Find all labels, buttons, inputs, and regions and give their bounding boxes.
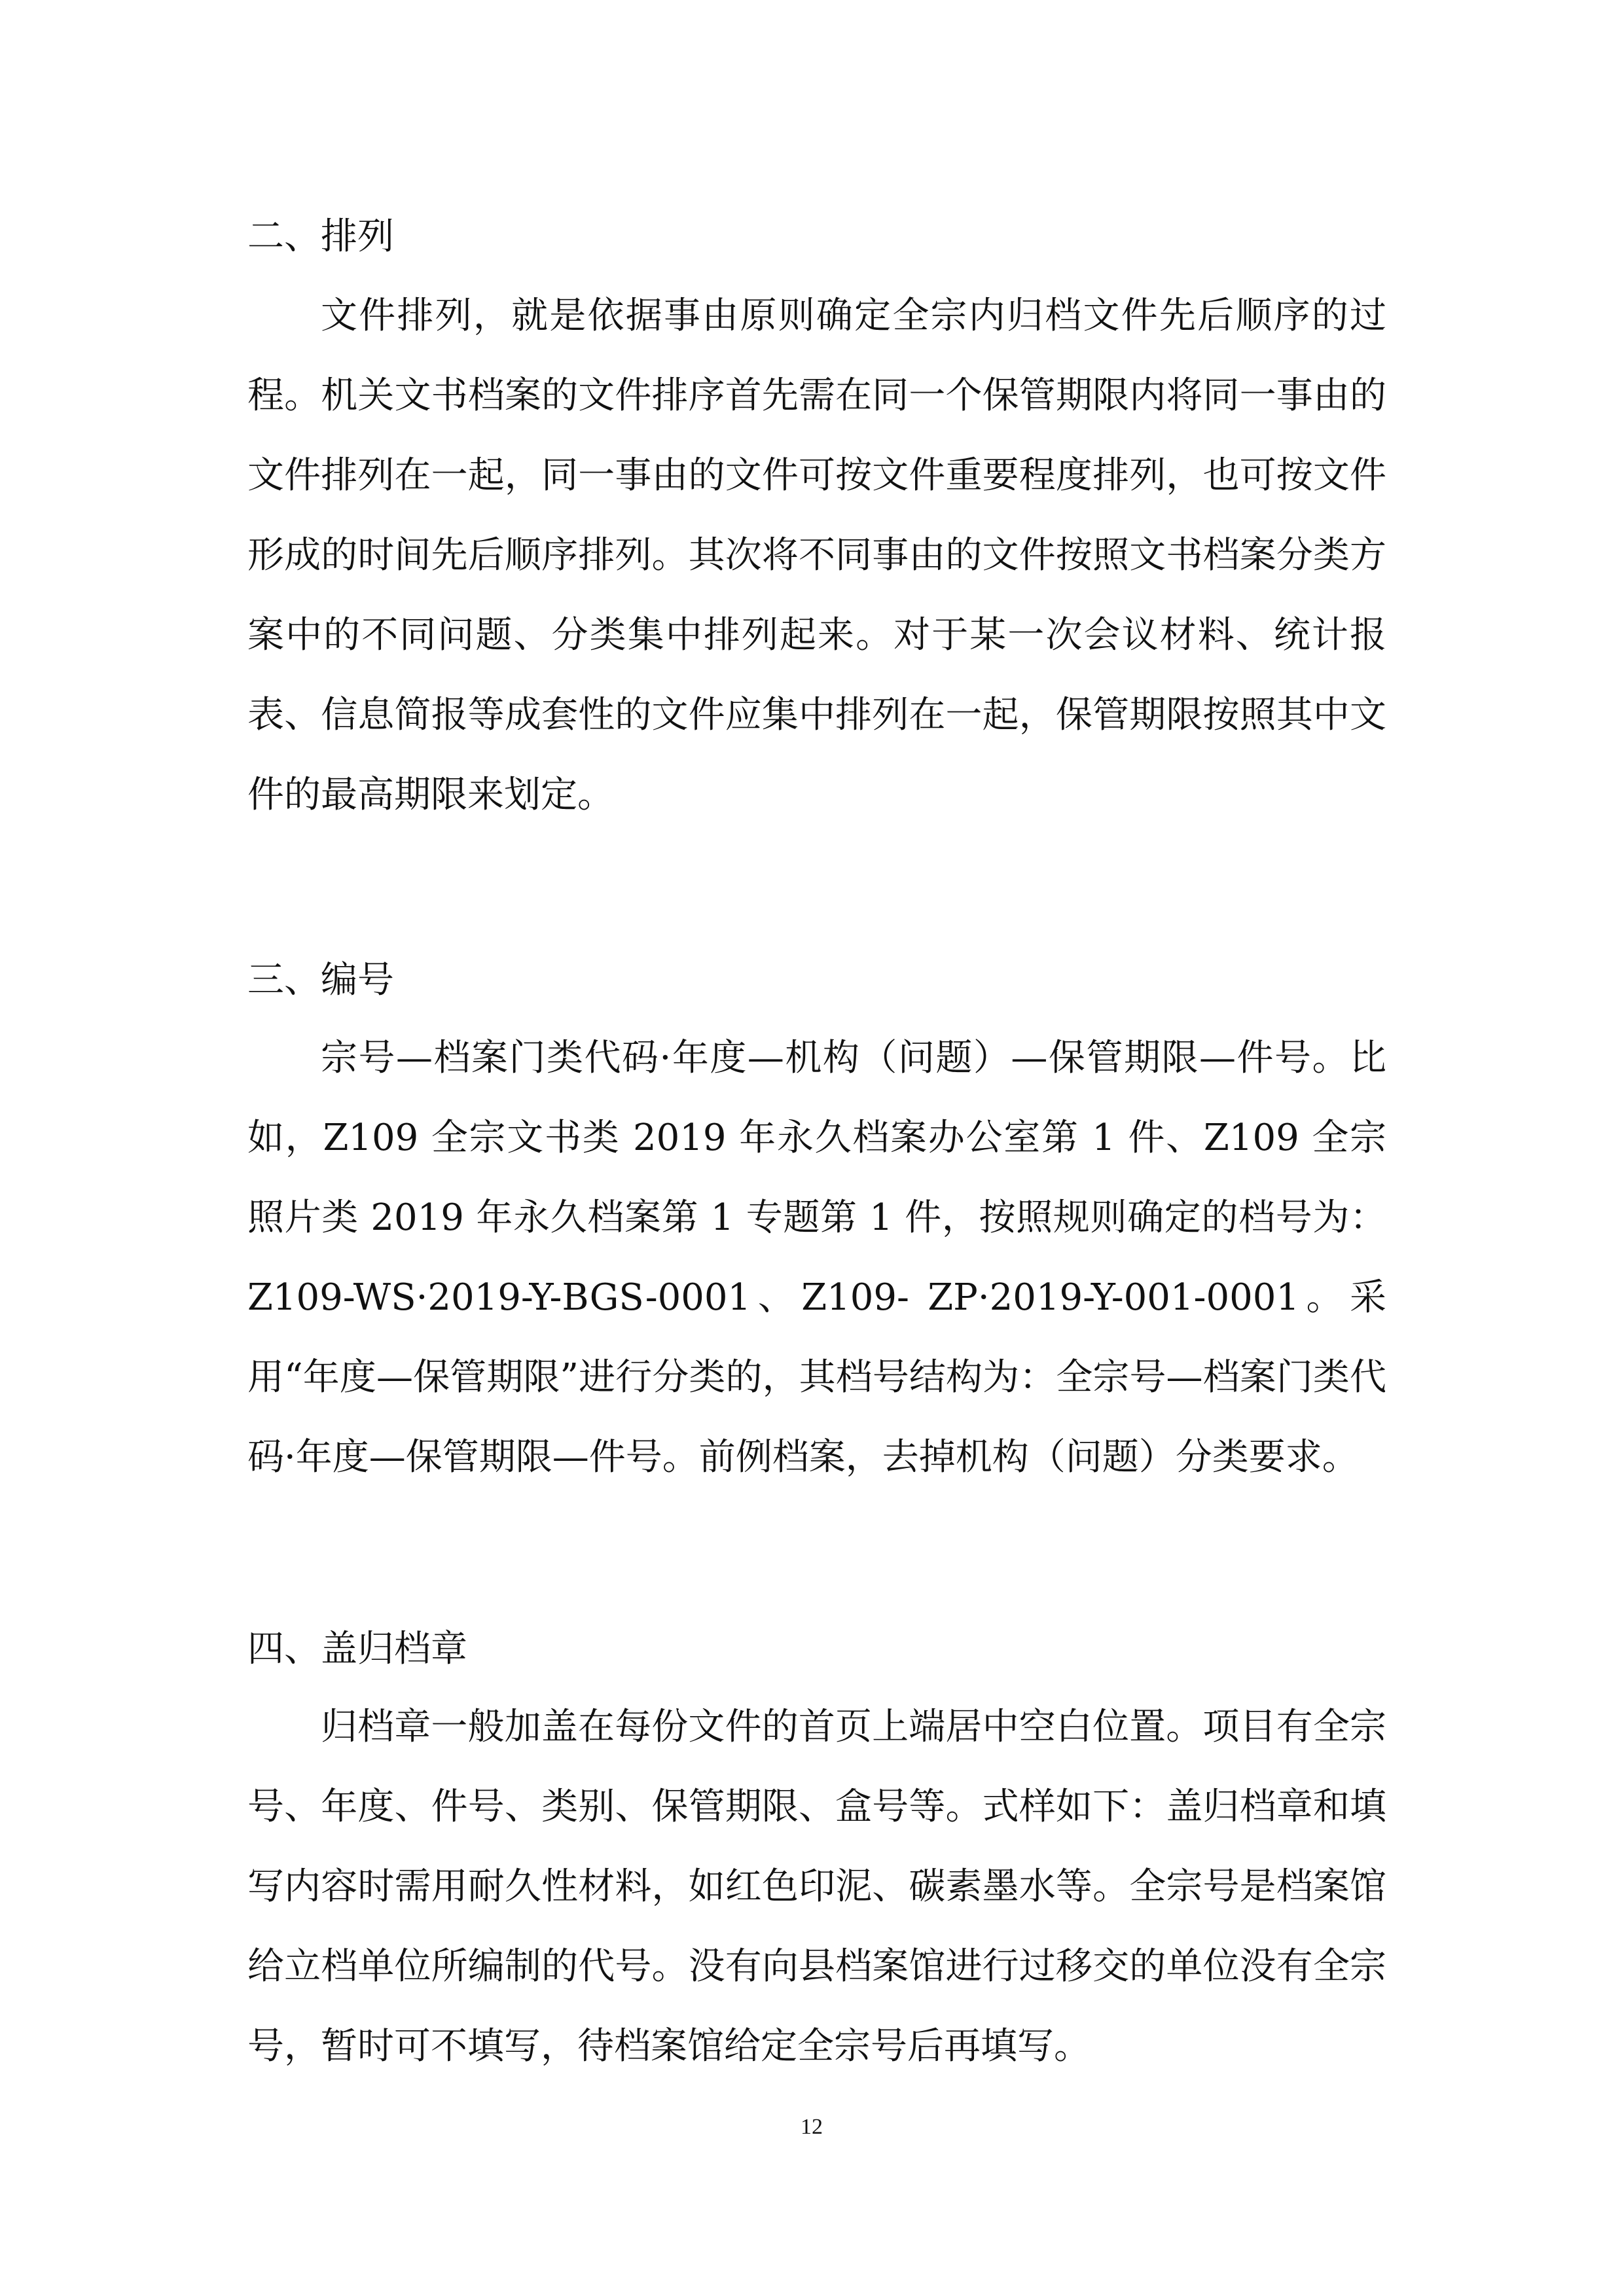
section-paragraph-arrangement: 文件排列，就是依据事由原则确定全宗内归档文件先后顺序的过程。机关文书档案的文件排序首先需在同一个保管期限内将同一事由的文件排列在一起，同一事由的文件可按文件重要程度排列，也可按文件形成的时间先后顺序排列。其次将不同事由的文件按照文书档案分类方案中的不同问题、分类集中排列起来。对于某一次会议材料、统计报表、信息简报等成套性的文件应集中排列在一起，保管期限按照其中文件的最高期限来划定。 [247, 295, 1386, 816]
section-heading-numbering: 三、编号 [247, 959, 394, 1001]
section-heading-arrangement: 二、排列 [247, 215, 394, 258]
section-paragraph-archive-stamp: 归档章一般加盖在每份文件的首页上端居中空白位置。项目有全宗号、年度、件号、类别、保管期限、盒号等。式样如下：盖归档章和填写内容时需用耐久性材料，如红色印泥、碳素墨水等。全宗号是档案馆给立档单位所编制的代号。没有向县档案馆进行过移交的单位没有全宗号，暂时可不填写，待档案馆给定全宗号后再填写。 [247, 1706, 1386, 2068]
section-paragraph-numbering: 宗号—档案门类代码·年度—机构（问题）—保管期限—件号。比如，Z109 全宗文书类 2019 年永久档案办公室第 1 件、Z109 全宗照片类 2019 年永久档案第 1 专题第 1 件，按照规则确定的档号为：Z109-WS·2019-Y-BGS-0001、Z109- ZP·2019-Y-001-0001。采用“年度—保管期限”进行分类的，其档号结构为：全宗号—档案门类代码·年度—保管期限—件号。前例档案，去掉机构（问题）分类要求。 [247, 1037, 1387, 1479]
section-heading-archive-stamp: 四、盖归档章 [247, 1628, 467, 1670]
page-number: 12 [801, 2115, 823, 2139]
